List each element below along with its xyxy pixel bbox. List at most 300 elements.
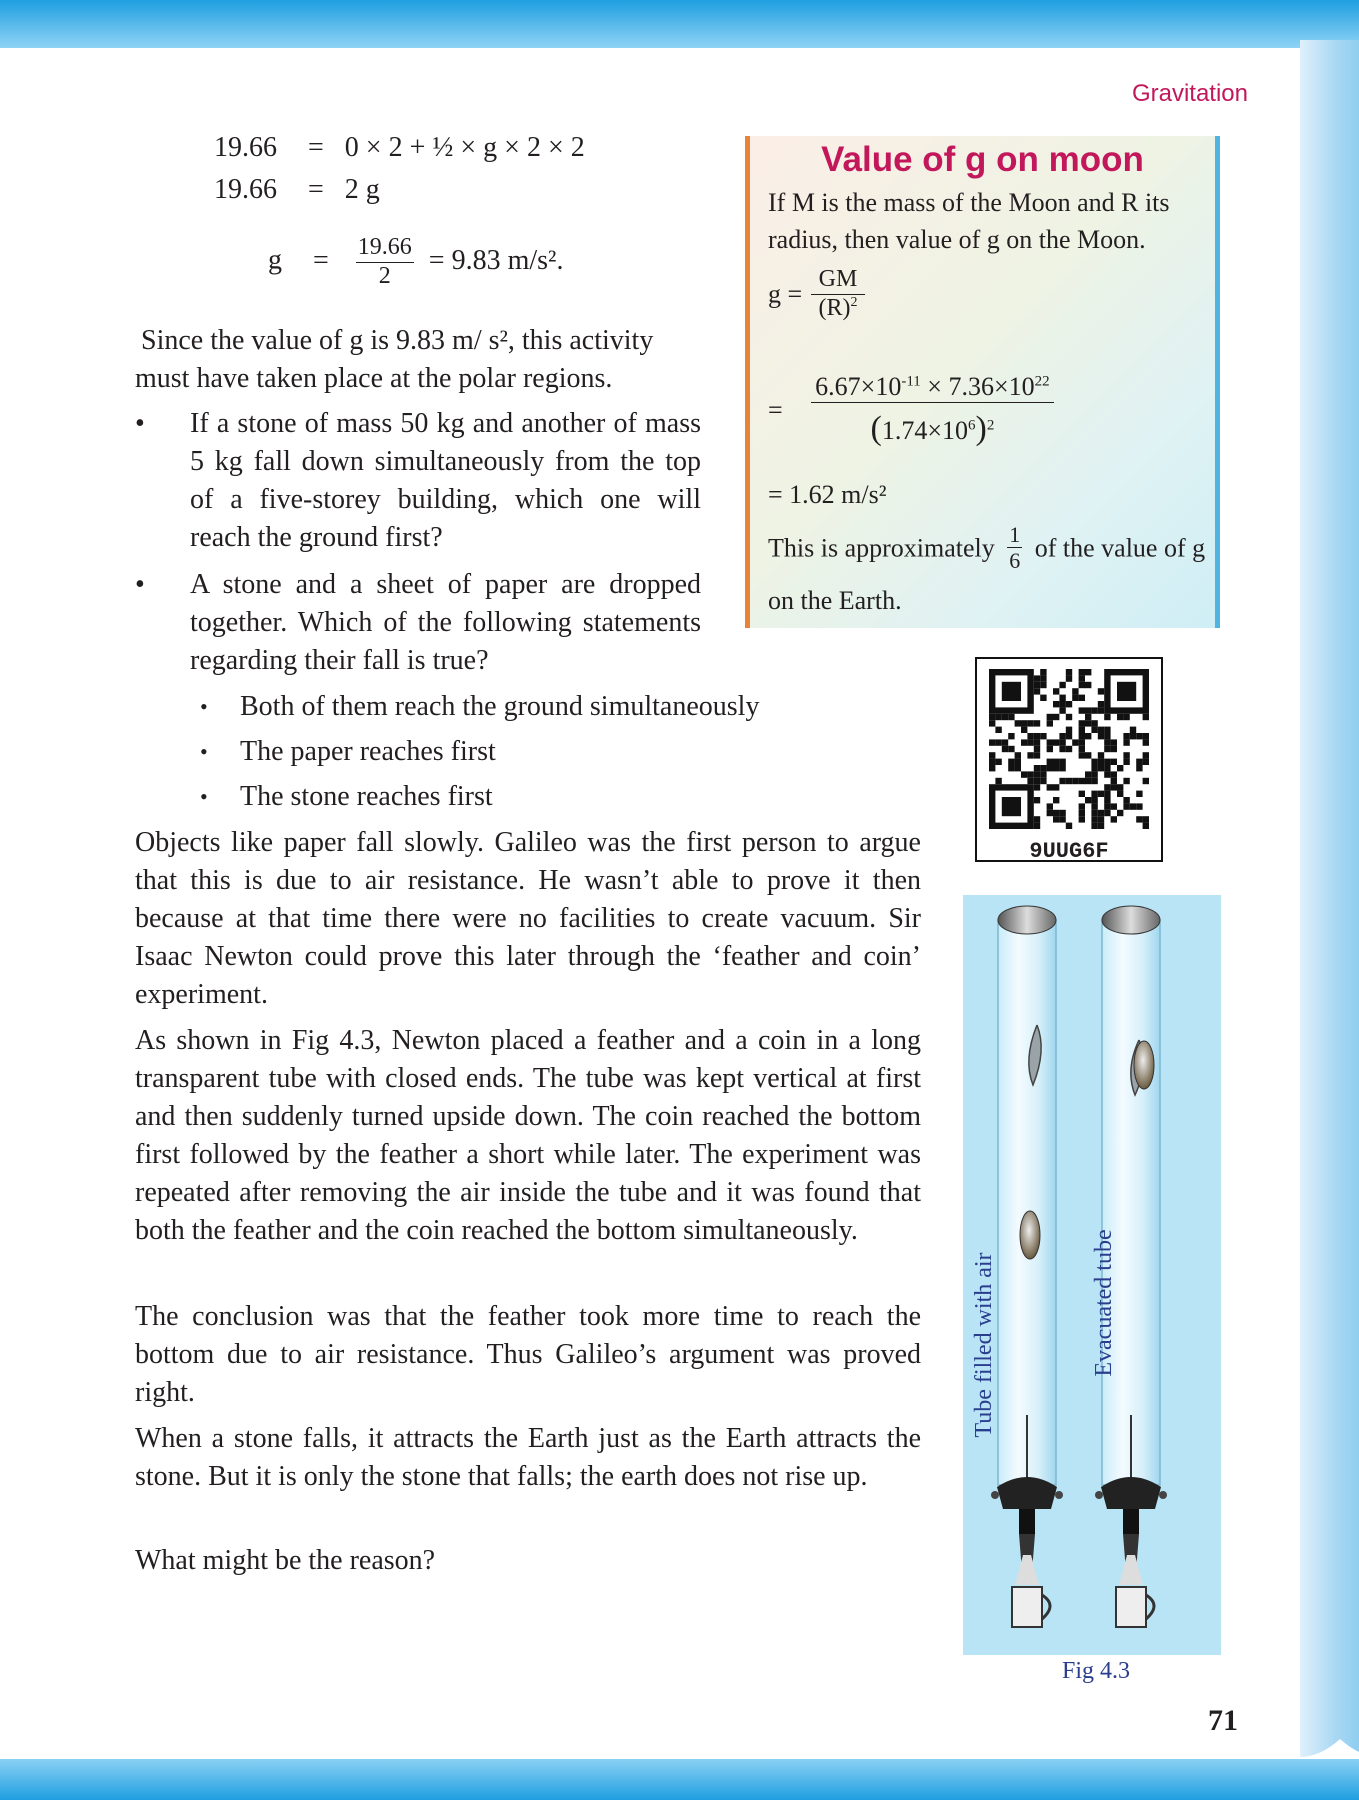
qr-module — [995, 759, 1001, 765]
qr-module — [1104, 810, 1110, 816]
qr-module — [1066, 746, 1072, 752]
qr-module — [1143, 752, 1149, 758]
qr-module — [1072, 778, 1078, 784]
moon-num-exp1: -11 — [901, 373, 921, 390]
bottom-wave-crest — [1340, 1739, 1359, 1759]
qr-module — [1104, 784, 1110, 790]
qr-module — [1021, 720, 1027, 726]
question-2-bullet: • — [135, 569, 145, 600]
qr-module — [1091, 810, 1097, 816]
qr-module — [1091, 759, 1097, 765]
qr-module — [1098, 733, 1104, 739]
qr-module — [1079, 810, 1085, 816]
qr-module — [1059, 810, 1065, 816]
qr-module — [1091, 720, 1097, 726]
qr-module — [1143, 759, 1149, 765]
qr-module — [1047, 714, 1053, 720]
bottom-wave-crest — [1260, 1739, 1340, 1759]
qr-module — [1143, 778, 1149, 784]
qr-module — [1047, 759, 1053, 765]
qr-module — [1053, 765, 1059, 771]
bottom-wave-crest — [780, 1739, 860, 1759]
top-wave-crest — [0, 50, 60, 70]
qr-module — [1059, 816, 1065, 822]
eq1-rhs: 0 × 2 + ½ × g × 2 × 2 — [344, 132, 585, 163]
moon-box-title: Value of g on moon — [821, 140, 1144, 179]
qr-module — [1130, 727, 1136, 733]
qr-module — [1098, 810, 1104, 816]
qr-module — [1104, 765, 1110, 771]
qr-module — [1079, 791, 1085, 797]
qr-module — [1123, 733, 1129, 739]
qr-module — [1079, 695, 1085, 701]
qr-module — [1111, 778, 1117, 784]
qr-module — [1091, 771, 1097, 777]
moon-num-part2: × 7.36×10 — [920, 372, 1035, 401]
qr-module — [1034, 746, 1040, 752]
moon-approx-post: of the value of g — [1034, 533, 1206, 563]
qr-module — [1123, 797, 1129, 803]
qr-module — [1123, 739, 1129, 745]
bottom-wave-crest — [140, 1739, 220, 1759]
equation-line-3 — [268, 234, 563, 290]
qr-module — [1104, 746, 1110, 752]
qr-module — [1066, 669, 1072, 675]
moon-den-outer-exp: 2 — [986, 417, 995, 434]
moon-den-part: 1.74×10 — [881, 415, 968, 445]
qr-module — [1053, 739, 1059, 745]
qr-module — [1047, 746, 1053, 752]
top-wave-crest — [860, 50, 940, 70]
qr-module — [1111, 739, 1117, 745]
qr-module — [1091, 791, 1097, 797]
option-3 — [200, 778, 820, 816]
label-tube-air: Tube filled with air — [971, 1252, 997, 1438]
qr-module — [1066, 727, 1072, 733]
qr-module — [1098, 688, 1104, 694]
qr-module — [1040, 765, 1046, 771]
qr-module — [1098, 823, 1104, 829]
qr-module — [995, 714, 1001, 720]
qr-module — [1098, 752, 1104, 758]
moon-numeric-formula — [768, 372, 1054, 448]
qr-module — [1002, 739, 1008, 745]
top-wave-crest — [700, 50, 780, 70]
qr-module — [1072, 739, 1078, 745]
qr-module — [1027, 771, 1033, 777]
bottom-wave-crest — [940, 1739, 1020, 1759]
qr-module — [1053, 701, 1059, 707]
qr-module — [1034, 675, 1040, 681]
qr-module — [989, 759, 995, 765]
eq2-lhs: 19.66 — [214, 174, 277, 205]
qr-module — [1111, 759, 1117, 765]
top-wave-crest — [1100, 50, 1180, 70]
top-wave-crest — [620, 50, 700, 70]
qr-module — [1059, 695, 1065, 701]
qr-module — [1123, 714, 1129, 720]
question-1-text: If a stone of mass 50 kg and another of mass 5 kg fall down simultaneously from the top of a five-storey building, which one will reach the ground first? — [190, 408, 701, 553]
top-wave-crest — [540, 50, 620, 70]
qr-module — [1085, 752, 1091, 758]
moon-gravity-box — [745, 136, 1220, 628]
bottom-wave-border — [0, 1725, 1359, 1800]
qr-module — [1053, 714, 1059, 720]
qr-module — [1117, 810, 1123, 816]
top-wave-crest — [940, 50, 1020, 70]
qr-module — [1059, 765, 1065, 771]
moon-approx-den: 6 — [1009, 548, 1021, 574]
qr-module — [1098, 791, 1104, 797]
qr-module — [1047, 720, 1053, 726]
qr-module — [1066, 823, 1072, 829]
option-2 — [200, 733, 820, 771]
qr-module — [1008, 765, 1014, 771]
moon-result: = 1.62 m/s² — [768, 480, 887, 509]
qr-module — [1117, 714, 1123, 720]
qr-module — [995, 727, 1001, 733]
qr-module — [1015, 720, 1021, 726]
qr-module — [1085, 720, 1091, 726]
qr-module — [1136, 816, 1142, 822]
question-1-bullet: • — [135, 408, 145, 439]
label-evacuated-tube: Evacuated tube — [1091, 1229, 1117, 1377]
moon-approx-line — [768, 522, 1205, 574]
qr-module — [1015, 752, 1021, 758]
moon-num-part1: 6.67×10 — [815, 372, 902, 401]
qr-module — [1104, 791, 1110, 797]
qr-module — [1111, 816, 1117, 822]
qr-module — [1079, 816, 1085, 822]
qr-module — [1098, 816, 1104, 822]
qr-module — [1053, 810, 1059, 816]
qr-module — [1079, 746, 1085, 752]
moon-den-exp: 6 — [967, 417, 976, 434]
moon-g-formula — [768, 266, 865, 322]
qr-module — [1130, 733, 1136, 739]
eq3-result: = 9.83 m/s². — [428, 244, 564, 276]
paragraph-stone-earth: When a stone falls, it attracts the Earth just as the Earth attracts the stone. But it is only the stone that falls; the earth does not rise up. — [135, 1423, 921, 1492]
qr-module — [1091, 778, 1097, 784]
top-wave-crest — [460, 50, 540, 70]
moon-gm-fraction — [811, 266, 866, 322]
top-wave-crest — [1180, 50, 1260, 70]
qr-module — [1104, 733, 1110, 739]
qr-module — [1027, 778, 1033, 784]
qr-module — [1034, 823, 1040, 829]
qr-module — [1143, 823, 1149, 829]
qr-code-box[interactable] — [975, 657, 1163, 862]
moon-den-close-paren: ) — [975, 409, 987, 447]
eq2-op: = — [308, 174, 324, 205]
qr-module — [1079, 669, 1085, 675]
option-1 — [200, 688, 820, 726]
bottom-wave-crest — [460, 1739, 540, 1759]
qr-module — [1034, 682, 1040, 688]
bottom-wave-crest — [1020, 1739, 1100, 1759]
qr-module — [1008, 746, 1014, 752]
qr-module — [1021, 771, 1027, 777]
top-wave-crest — [140, 50, 220, 70]
figure-caption: Fig 4.3 — [1062, 1658, 1131, 1684]
paragraph-newton-experiment: As shown in Fig 4.3, Newton placed a feather and a coin in a long transparent tube with closed ends. The tube was kept vertical at first and then suddenly turned upside down. The coin reached the bottom first followed by the feather a short while later. The experiment was repeated after removing the air inside the tube and it was found that both the feather and the coin reached the bottom simultaneously. — [135, 1025, 921, 1246]
qr-module — [1098, 701, 1104, 707]
qr-module — [1091, 816, 1097, 822]
qr-module — [1040, 778, 1046, 784]
option-3-text: The stone reaches first — [240, 781, 493, 812]
qr-module — [1066, 778, 1072, 784]
bottom-wave-crest — [380, 1739, 460, 1759]
qr-module — [1104, 714, 1110, 720]
qr-module — [1091, 797, 1097, 803]
qr-module — [1136, 733, 1142, 739]
eq3-fraction — [356, 234, 414, 290]
qr-module — [989, 765, 995, 771]
eq3-numerator: 19.66 — [356, 234, 414, 263]
moon-approx-pre: This is approximately — [768, 533, 995, 563]
qr-module — [989, 739, 995, 745]
qr-module — [1143, 714, 1149, 720]
bottom-wave-crest — [540, 1739, 620, 1759]
moon-gm-numerator: GM — [811, 266, 866, 295]
intro-paragraph: Since the value of g is 9.83 m/ s², this activity must have taken place at the polar regions. — [135, 325, 654, 394]
qr-module — [1047, 803, 1053, 809]
qr-module — [1111, 771, 1117, 777]
qr-module — [1085, 714, 1091, 720]
qr-module — [1059, 778, 1065, 784]
qr-module — [1027, 720, 1033, 726]
top-wave-crest — [780, 50, 860, 70]
feather-coin-illustration — [963, 895, 1221, 1655]
qr-module — [1053, 797, 1059, 803]
moon-numeric-fraction — [811, 372, 1053, 448]
qr-module — [1002, 746, 1008, 752]
qr-module — [1098, 759, 1104, 765]
qr-module — [1098, 707, 1104, 713]
qr-module — [1104, 739, 1110, 745]
question-2-text: A stone and a sheet of paper are dropped together. Which of the following statements regarding their fall is true? — [190, 569, 701, 676]
qr-module — [1079, 727, 1085, 733]
qr-module — [1034, 720, 1040, 726]
eq2-rhs: 2 g — [344, 174, 380, 205]
qr-module — [1091, 707, 1097, 713]
qr-module — [1085, 778, 1091, 784]
qr-module — [1079, 733, 1085, 739]
qr-module — [1079, 778, 1085, 784]
moon-r-base: (R) — [818, 294, 851, 321]
qr-module — [1085, 733, 1091, 739]
qr-module — [1117, 765, 1123, 771]
qr-module — [1085, 771, 1091, 777]
qr-module — [995, 739, 1001, 745]
qr-module — [1085, 682, 1091, 688]
paragraph-conclusion: The conclusion was that the feather took more time to reach the bottom due to air resistance. Thus Galileo’s argument was proved right. — [135, 1301, 921, 1408]
qr-module — [1143, 816, 1149, 822]
qr-module — [1034, 778, 1040, 784]
moon-r-exponent: 2 — [850, 294, 858, 310]
qr-module — [1098, 727, 1104, 733]
equation-line-2 — [214, 174, 380, 206]
qr-module — [1085, 797, 1091, 803]
qr-module — [1104, 803, 1110, 809]
qr-module — [1104, 759, 1110, 765]
qr-module — [1034, 765, 1040, 771]
qr-module — [1111, 803, 1117, 809]
option-1-bullet: • — [200, 694, 208, 719]
qr-module — [989, 714, 995, 720]
qr-module — [1091, 727, 1097, 733]
qr-module — [1034, 739, 1040, 745]
qr-module — [1027, 733, 1033, 739]
qr-module — [1066, 733, 1072, 739]
qr-module — [1079, 707, 1085, 713]
qr-module — [1123, 759, 1129, 765]
qr-module — [1091, 765, 1097, 771]
option-3-bullet: • — [200, 784, 208, 809]
qr-module — [1079, 682, 1085, 688]
top-wave-border — [0, 0, 1359, 90]
feather-coin-figure — [963, 895, 1221, 1655]
equation-line-1 — [214, 132, 585, 164]
qr-module — [1034, 797, 1040, 803]
top-wave-crest — [220, 50, 300, 70]
qr-module — [1053, 816, 1059, 822]
qr-module — [1079, 739, 1085, 745]
option-2-text: The paper reaches first — [240, 736, 496, 767]
qr-module — [1053, 759, 1059, 765]
qr-module — [1040, 682, 1046, 688]
moon-num-exp2: 22 — [1034, 373, 1050, 390]
qr-module — [1079, 675, 1085, 681]
qr-module — [1066, 701, 1072, 707]
chapter-title: Gravitation — [1131, 80, 1248, 107]
coin-right — [1134, 1041, 1154, 1089]
eq3-op: = — [313, 244, 329, 276]
qr-module — [1091, 823, 1097, 829]
qr-finder — [1002, 682, 1021, 701]
qr-module — [1117, 791, 1123, 797]
qr-module — [1034, 688, 1040, 694]
moon-approx-fraction — [1007, 522, 1022, 574]
qr-module — [1104, 727, 1110, 733]
qr-module — [1047, 765, 1053, 771]
moon-eq-sign: = — [768, 395, 783, 425]
top-wave-crest — [60, 50, 140, 70]
eq1-op: = — [308, 132, 324, 163]
moon-g-label: g = — [768, 279, 803, 309]
qr-module — [995, 778, 1001, 784]
qr-module — [1008, 733, 1014, 739]
qr-finder — [1117, 682, 1136, 701]
qr-code-image[interactable] — [989, 669, 1149, 835]
right-margin-strip — [1300, 40, 1359, 1760]
moon-approx-end: on the Earth. — [768, 586, 902, 615]
qr-module — [989, 720, 995, 726]
qr-module — [1059, 739, 1065, 745]
qr-module — [1002, 714, 1008, 720]
qr-module — [1136, 803, 1142, 809]
moon-gm-denominator — [811, 295, 866, 323]
qr-module — [1034, 784, 1040, 790]
qr-module — [1136, 759, 1142, 765]
qr-module — [1123, 752, 1129, 758]
qr-module — [1021, 739, 1027, 745]
qr-module — [1034, 733, 1040, 739]
qr-module — [1059, 733, 1065, 739]
qr-module — [1034, 752, 1040, 758]
qr-module — [1059, 682, 1065, 688]
qr-module — [1015, 759, 1021, 765]
eq1-lhs: 19.66 — [214, 132, 277, 163]
moon-approx-num: 1 — [1009, 522, 1021, 547]
qr-finder — [1002, 797, 1021, 816]
eq3-denominator: 2 — [378, 262, 391, 289]
qr-module — [1059, 746, 1065, 752]
qr-module — [1015, 765, 1021, 771]
moon-numeric-numerator — [811, 372, 1053, 403]
qr-module — [1117, 784, 1123, 790]
qr-module — [1040, 675, 1046, 681]
qr-module — [1085, 669, 1091, 675]
qr-module — [1130, 803, 1136, 809]
qr-module — [1027, 739, 1033, 745]
bottom-wave-crest — [220, 1739, 300, 1759]
qr-module — [1136, 765, 1142, 771]
qr-module — [1053, 688, 1059, 694]
qr-module — [1034, 771, 1040, 777]
moon-den-open-paren: ( — [870, 409, 882, 447]
qr-module — [1066, 714, 1072, 720]
question-1 — [135, 405, 701, 557]
qr-module — [1027, 752, 1033, 758]
bottom-wave-crest — [620, 1739, 700, 1759]
qr-module — [1047, 810, 1053, 816]
qr-module — [1123, 778, 1129, 784]
page-number: 71 — [1208, 1704, 1238, 1737]
qr-module — [1104, 797, 1110, 803]
qr-module — [1040, 695, 1046, 701]
qr-module — [1047, 739, 1053, 745]
coin-left — [1020, 1211, 1040, 1259]
qr-module — [1091, 803, 1097, 809]
qr-module — [1104, 771, 1110, 777]
paragraph-galileo: Objects like paper fall slowly. Galileo was the first person to argue that this is due to air resistance. He wasn’t able to prove it then because at that time there were no facilities to create vacuum. Sir Isaac Newton could prove this later through the ‘feather and coin’ experiment. — [135, 827, 921, 1010]
top-wave-crest — [1020, 50, 1100, 70]
bottom-wave-crest — [300, 1739, 380, 1759]
qr-module — [1066, 675, 1072, 681]
qr-module — [1079, 752, 1085, 758]
bottom-wave-crest — [860, 1739, 940, 1759]
qr-module — [1040, 733, 1046, 739]
qr-module — [1059, 707, 1065, 713]
qr-module — [1034, 816, 1040, 822]
air-filled-tube — [991, 906, 1063, 1627]
bottom-wave-crest — [1100, 1739, 1180, 1759]
qr-module — [1008, 714, 1014, 720]
moon-numeric-denominator — [811, 403, 1053, 448]
qr-module — [1021, 727, 1027, 733]
qr-module — [1008, 759, 1014, 765]
qr-module — [1040, 669, 1046, 675]
bottom-wave-crest — [1180, 1739, 1260, 1759]
question-2 — [135, 566, 701, 680]
qr-module — [1059, 759, 1065, 765]
qr-module — [1047, 784, 1053, 790]
qr-module — [1040, 771, 1046, 777]
bottom-wave-crest — [60, 1739, 140, 1759]
bottom-wave-crest — [700, 1739, 780, 1759]
qr-module — [1111, 746, 1117, 752]
